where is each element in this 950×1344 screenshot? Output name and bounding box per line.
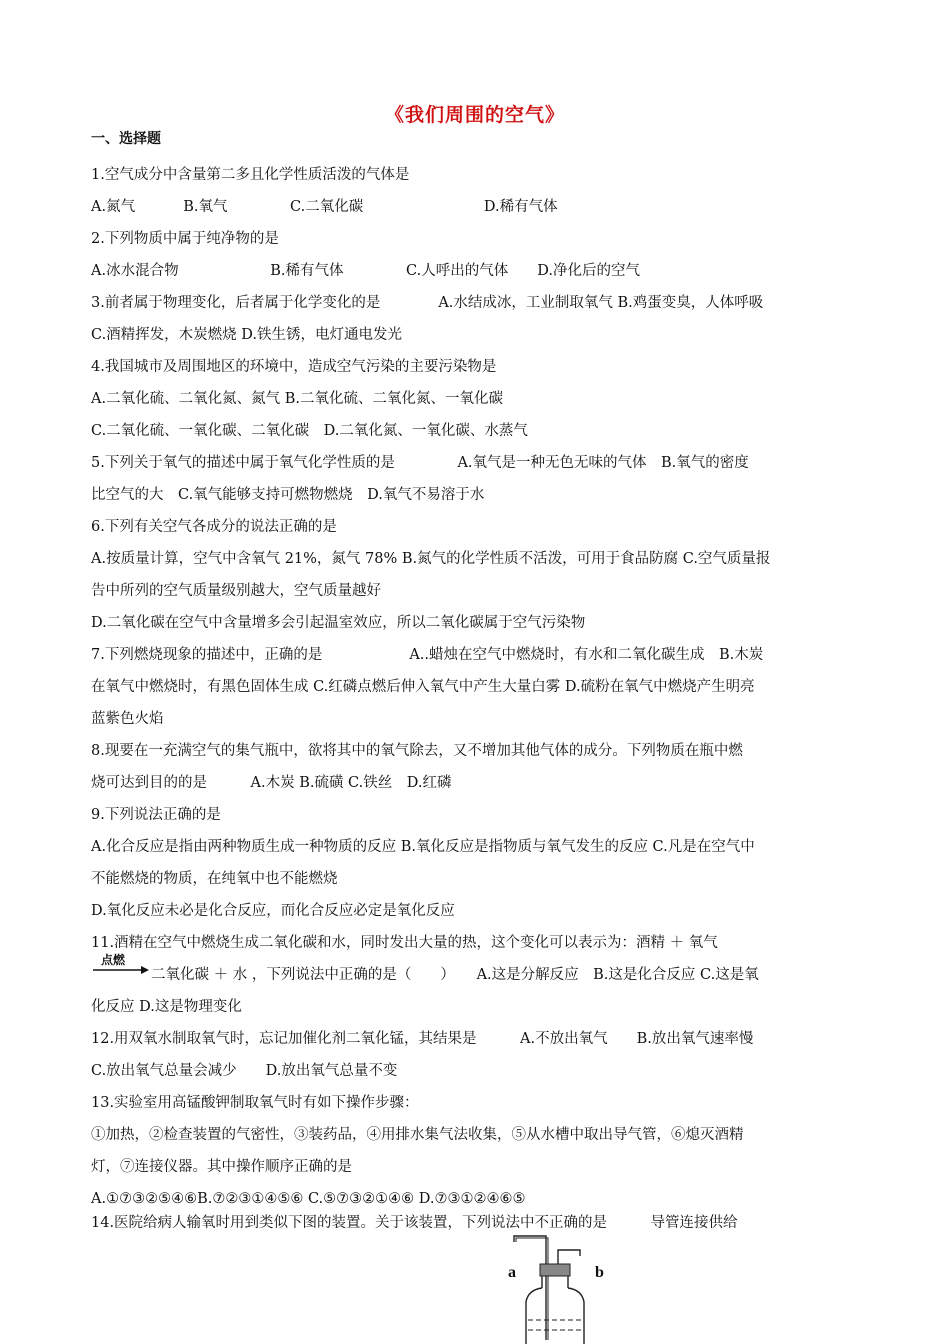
question-line: C.酒精挥发，木炭燃烧 D.铁生锈，电灯通电发光 xyxy=(91,327,403,343)
question-line: 7.下列燃烧现象的描述中，正确的是 A..蜡烛在空气中燃烧时，有水和二氧化碳生成 B.木炭 xyxy=(91,647,764,663)
gas-bottle-diagram xyxy=(500,1228,620,1344)
question-line: 14.医院给病人输氧时用到类似下图的装置。关于该装置，下列说法中不正确的是 导管连接供给 xyxy=(91,1215,738,1231)
question-line: A.化合反应是指由两种物质生成一种物质的反应 B.氧化反应是指物质与氧气发生的反应 C.凡是在空气中 xyxy=(91,839,755,855)
question-line: 3.前者属于物理变化，后者属于化学变化的是 A.水结成冰，工业制取氧气 B.鸡蛋变臭，人体呼吸 xyxy=(91,295,764,311)
question-line: 不能燃烧的物质，在纯氧中也不能燃烧 xyxy=(91,871,338,887)
question-line: 2.下列物质中属于纯净物的是 xyxy=(91,231,279,247)
question-line: 9.下列说法正确的是 xyxy=(91,807,221,823)
question-line: 5.下列关于氧气的描述中属于氧气化学性质的是 A.氧气是一种无色无味的气体 B.氧气的密度 xyxy=(91,455,749,471)
question-line: A.氮气 B.氧气 C.二氧化碳 D.稀有气体 xyxy=(91,199,558,215)
diagram-label-a: a xyxy=(508,1264,516,1281)
question-line: 11.酒精在空气中燃烧生成二氧化碳和水，同时发出大量的热，这个变化可以表示为：酒精 ＋ 氧气 xyxy=(91,935,718,951)
document-title: 《我们周围的空气》 xyxy=(384,104,565,126)
question-line: 灯，⑦连接仪器。其中操作顺序正确的是 xyxy=(91,1159,352,1175)
question-line: 二氧化碳 ＋ 水 ，下列说法中正确的是（ ） A.这是分解反应 B.这是化合反应 C.这是氧 xyxy=(151,967,759,983)
question-line: A.冰水混合物 B.稀有气体 C.人呼出的气体 D.净化后的空气 xyxy=(91,263,640,279)
question-line: 6.下列有关空气各成分的说法正确的是 xyxy=(91,519,337,535)
reaction-condition-label: 点燃 xyxy=(101,953,126,967)
question-line: A.按质量计算，空气中含氧气 21%，氮气 78% B.氮气的化学性质不活泼，可用于食品防腐 C.空气质量报 xyxy=(91,551,771,567)
question-line: 4.我国城市及周围地区的环境中，造成空气污染的主要污染物是 xyxy=(91,359,497,375)
diagram-label-b: b xyxy=(595,1264,604,1281)
section-heading: 一、选择题 xyxy=(91,131,161,147)
question-line: 告中所列的空气质量级别越大，空气质量越好 xyxy=(91,583,381,599)
question-line: 13.实验室用高锰酸钾制取氧气时有如下操作步骤： xyxy=(91,1095,419,1111)
question-line: C.二氧化硫、一氧化碳、二氧化碳 D.二氧化氮、一氧化碳、水蒸气 xyxy=(91,423,528,439)
question-line: 蓝紫色火焰 xyxy=(91,711,164,727)
question-line: C.放出氧气总量会减少 D.放出氧气总量不变 xyxy=(91,1063,398,1079)
question-line: 12.用双氧水制取氧气时，忘记加催化剂二氧化锰，其结果是 A.不放出氧气 B.放出氧气速率慢 xyxy=(91,1031,754,1047)
question-line: 在氧气中燃烧时，有黑色固体生成 C.红磷点燃后伸入氧气中产生大量白雾 D.硫粉在氧气中燃烧产生明亮 xyxy=(91,679,755,695)
question-line: A.二氧化硫、二氧化氮、氮气 B.二氧化硫、二氧化氮、一氧化碳 xyxy=(91,391,503,407)
question-line: 化反应 D.这是物理变化 xyxy=(91,999,242,1015)
question-line: 比空气的大 C.氧气能够支持可燃物燃烧 D.氧气不易溶于水 xyxy=(91,487,485,503)
question-line: D.氧化反应未必是化合反应，而化合反应必定是氧化反应 xyxy=(91,903,455,919)
question-line: ①加热，②检查装置的气密性，③装药品，④用排水集气法收集，⑤从水槽中取出导气管，⑥熄灭酒精 xyxy=(91,1127,744,1143)
question-line: D.二氧化碳在空气中含量增多会引起温室效应，所以二氧化碳属于空气污染物 xyxy=(91,615,586,631)
question-line: 1.空气成分中含量第二多且化学性质活泼的气体是 xyxy=(91,167,410,183)
question-line: 8.现要在一充满空气的集气瓶中，欲将其中的氧气除去，又不增加其他气体的成分。下列物质在瓶中燃 xyxy=(91,743,743,759)
question-line: 烧可达到目的的是 A.木炭 B.硫磺 C.铁丝 D.红磷 xyxy=(91,775,452,791)
question-line: A.①⑦③②⑤④⑥B.⑦②③①④⑤⑥ C.⑤⑦③②①④⑥ D.⑦③①②④⑥⑤ xyxy=(91,1191,526,1207)
